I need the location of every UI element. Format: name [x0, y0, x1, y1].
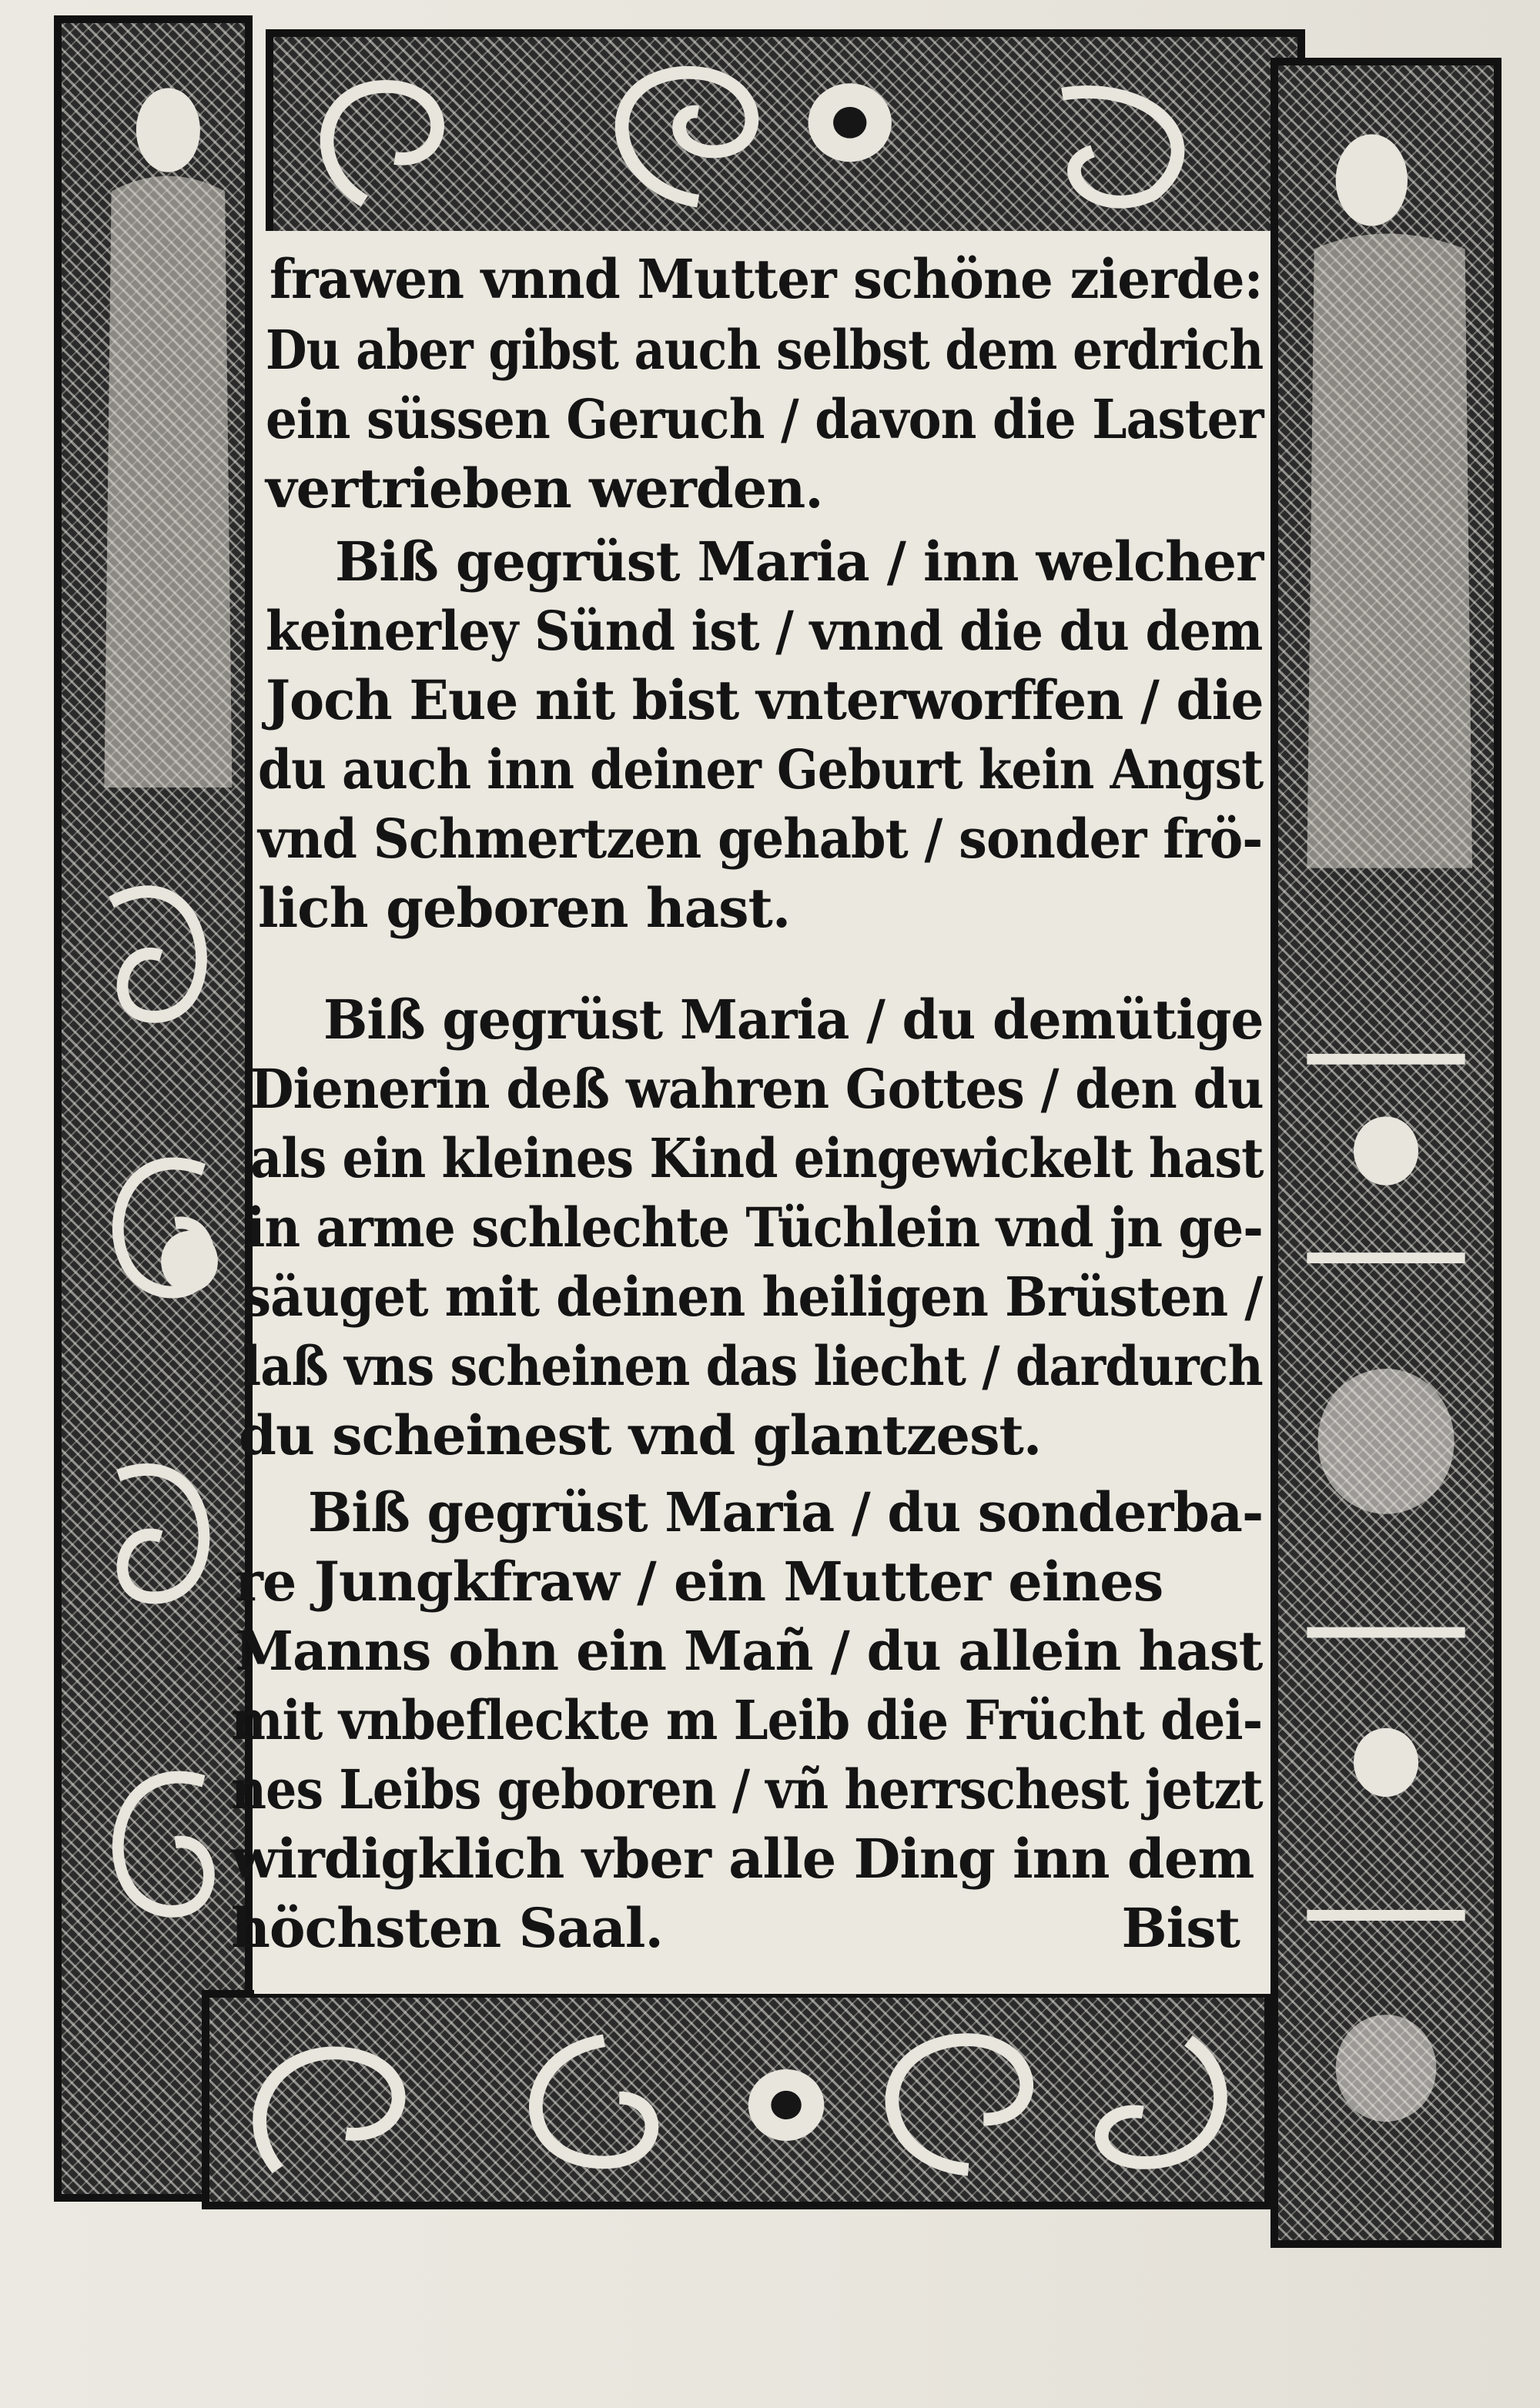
- text-line-22: nes Leibs geboren / vñ herrschest jetzt: [231, 1758, 1263, 1821]
- flower-icon: [161, 1231, 218, 1292]
- text-line-3: ein süssen Geruch / davon die Laster: [266, 387, 1264, 451]
- figure-head-icon: [136, 88, 200, 172]
- text-line-6: keinerley Sünd ist / vnnd die du dem: [266, 599, 1263, 663]
- left-ornament-border: [54, 15, 253, 2202]
- text-line-21: mit vnbefleckte m Leib die Frücht dei-: [231, 1688, 1263, 1752]
- text-line-4: vertrieben werden.: [266, 457, 823, 520]
- text-line-10: lich geboren hast.: [258, 876, 791, 940]
- text-line-13: als ein kleines Kind eingewickelt hast: [250, 1126, 1264, 1190]
- saint-figure-left: [62, 23, 245, 2194]
- bottom-ornament-border: [202, 1990, 1272, 2209]
- catchword: Bist: [1121, 1896, 1240, 1960]
- text-line-20: Manns ohn ein Mañ / du allein hast: [235, 1619, 1263, 1683]
- text-line-24: höchsten Saal.: [231, 1896, 663, 1960]
- madonna-head-icon: [1336, 134, 1408, 226]
- text-line-16: laß vns scheinen das liecht / dardurch: [243, 1334, 1263, 1398]
- top-ornament-border: [266, 29, 1305, 241]
- text-line-23: wirdigklich vber alle Ding inn dem: [231, 1827, 1254, 1891]
- right-ornament-border: [1270, 58, 1502, 2248]
- scroll-ornament-top: [273, 37, 1297, 233]
- text-line-9: vnd Schmertzen gehabt / sonder frö-: [258, 807, 1263, 871]
- text-line-1: frawen vnnd Mutter schöne zierde:: [270, 247, 1263, 311]
- text-line-8: du auch inn deiner Geburt kein Angst: [258, 737, 1264, 801]
- scroll-ornament-bottom: [209, 1998, 1264, 2202]
- text-line-2: Du aber gibst auch selbst dem erdrich: [266, 318, 1264, 382]
- text-line-17: du scheinest vnd glantzest.: [239, 1403, 1042, 1467]
- text-line-7: Joch Eue nit bist vnterworffen / die: [266, 668, 1264, 732]
- rosette-icon: [1354, 1116, 1418, 1185]
- text-line-5: Biß gegrüst Maria / inn welcher: [335, 530, 1264, 594]
- text-line-19: re Jungkfraw / ein Mutter eines: [235, 1550, 1163, 1614]
- text-line-12: Dienerin deß wahren Gottes / den du: [250, 1057, 1264, 1121]
- text-line-14: in arme schlechte Tüchlein vnd jn ge-: [246, 1196, 1263, 1259]
- madonna-column-right: [1278, 65, 1494, 2240]
- text-line-11: Biß gegrüst Maria / du demütige: [323, 988, 1264, 1052]
- text-line-15: säuget mit deinen heiligen Brüsten /: [243, 1265, 1263, 1329]
- text-line-18: Biß gegrüst Maria / du sonderba-: [308, 1480, 1264, 1544]
